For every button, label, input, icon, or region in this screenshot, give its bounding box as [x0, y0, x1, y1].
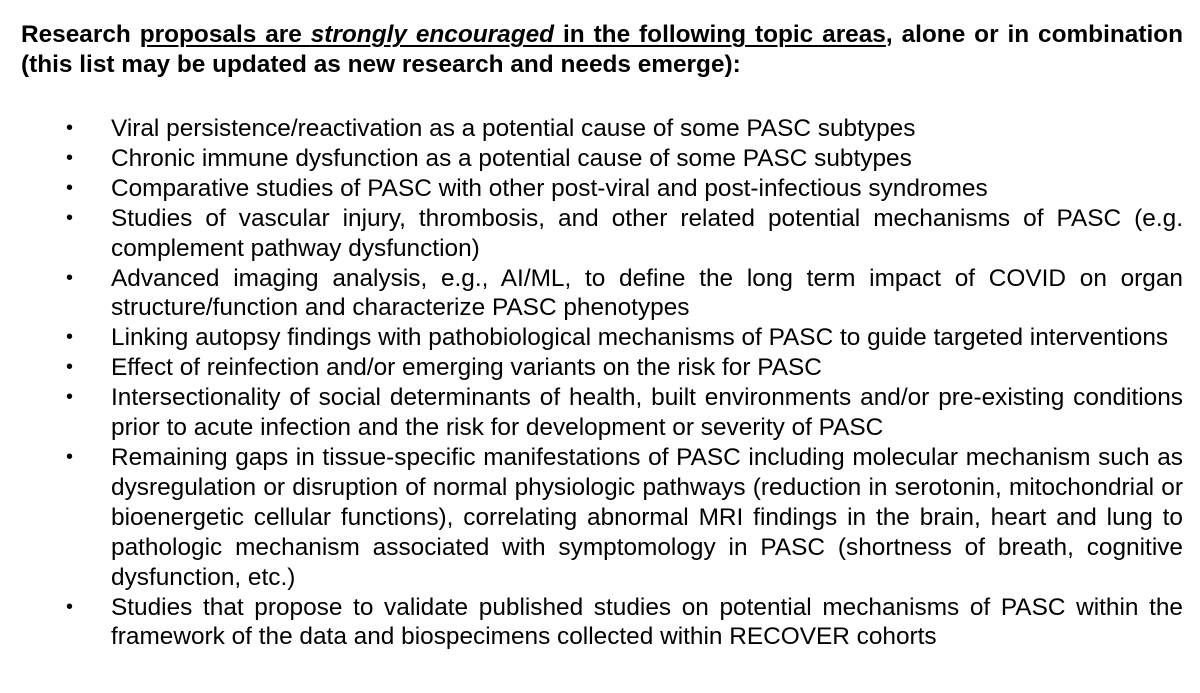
intro-underlined-b: in the following topic areas	[554, 21, 886, 48]
intro-underlined-phrase	[140, 21, 886, 48]
list-item-text: Advanced imaging analysis, e.g., AI/ML, to define the long term impact of COVID on organ structure/function and characterize PASC phenotypes	[111, 264, 1183, 322]
list-item	[21, 323, 1183, 353]
bullet-icon: •	[66, 356, 74, 379]
topic-list	[21, 114, 1183, 652]
list-item-text: Chronic immune dysfunction as a potential cause of some PASC subtypes	[111, 144, 912, 172]
bullet-icon: •	[66, 266, 74, 289]
list-item-text: Viral persistence/reactivation as a potential cause of some PASC subtypes	[111, 115, 916, 142]
list-item	[21, 353, 1183, 383]
bullet-icon: •	[66, 386, 74, 409]
list-item-text: Studies of vascular injury, thrombosis, and other related potential mechanisms of PASC (e.g. complement pathway dysfunction)	[111, 204, 1183, 262]
list-item	[21, 174, 1183, 204]
intro-text-start: Research	[21, 21, 140, 48]
list-item	[21, 383, 1183, 443]
list-item-text: Intersectionality of social determinants of health, built environments and/or pre-existing conditions prior to acute infection and the risk for development or severity of PASC	[111, 384, 1183, 442]
list-item	[21, 443, 1183, 593]
bullet-icon: •	[66, 146, 74, 169]
intro-emphasis: strongly encouraged	[310, 21, 555, 48]
bullet-icon: •	[66, 117, 74, 139]
list-item	[21, 204, 1183, 264]
list-item	[21, 593, 1183, 653]
list-item	[21, 114, 1183, 144]
document-page	[21, 20, 1184, 651]
list-item-text: Comparative studies of PASC with other post-viral and post-infectious syndromes	[111, 174, 988, 202]
bullet-icon: •	[66, 176, 74, 199]
intro-text-end: , alone or in combination (this list may be updated as new research and needs emerge):	[21, 21, 1184, 78]
intro-paragraph	[21, 20, 1183, 80]
list-item-text: Studies that propose to validate published studies on potential mechanisms of PASC within the framework of the data and biospecimens collected within RECOVER cohorts	[111, 593, 1183, 651]
intro-underlined-a: proposals are	[139, 21, 311, 48]
bullet-icon: •	[66, 595, 74, 618]
bullet-icon: •	[66, 206, 74, 229]
bullet-icon: •	[66, 326, 74, 349]
list-item-text: Linking autopsy findings with pathobiological mechanisms of PASC to guide targeted interventions	[111, 324, 1169, 352]
list-item	[21, 144, 1183, 174]
list-item-text: Remaining gaps in tissue-specific manifestations of PASC including molecular mechanism such as dysregulation or disruption of normal physiologic pathways (reduction in serotonin, mitochondrial or bioenergetic cellular functions), correlating abnormal MRI findings in the brain, heart and lung to pathologic mechanism associated with symptomology in PASC (shortness of breath, cognitive dysfunction, etc.)	[111, 443, 1183, 591]
list-item-text: Effect of reinfection and/or emerging variants on the risk for PASC	[111, 354, 822, 382]
bullet-icon: •	[66, 445, 74, 468]
list-item	[21, 264, 1183, 324]
